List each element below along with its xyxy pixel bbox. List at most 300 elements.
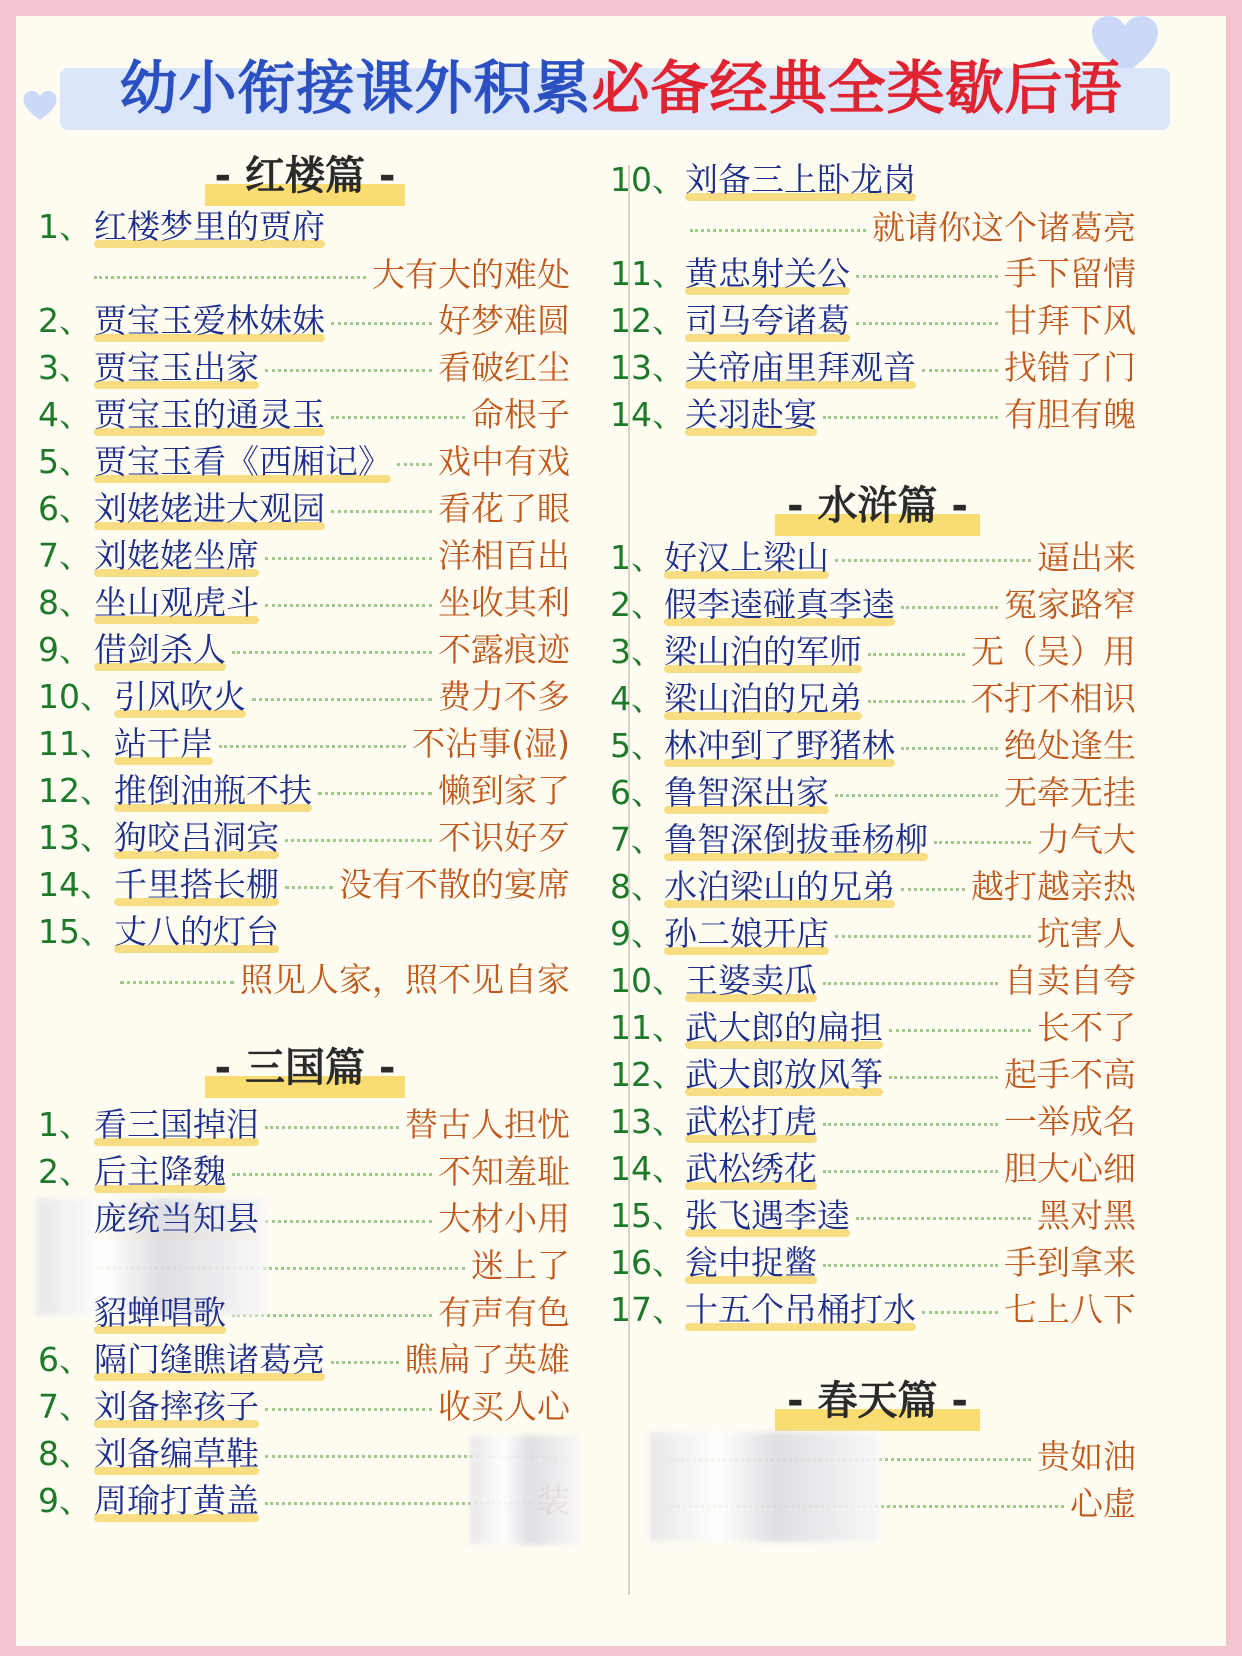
saying-first-part [94,1100,259,1150]
item-number-text: 8、 [610,867,664,906]
dotted-leader [823,982,998,985]
saying-answer [1037,533,1136,583]
saying-answer [1004,721,1136,771]
saying-first-part [94,1288,226,1338]
saying-first-part-text [664,580,895,630]
saying-first-part [94,1429,259,1479]
saying-question: 庞统当知县 [94,1199,259,1238]
saying-first-part [664,862,895,912]
saying-answer-text: 没有不散的宴席 [339,865,570,904]
item-number-text: 11、 [38,724,113,763]
dotted-leader [331,322,432,325]
saying-answer [1037,1191,1136,1241]
saying-answer [872,203,1136,253]
item-number-text: 11、 [610,1008,685,1047]
saying-answer-text: 找错了门 [1004,348,1136,387]
item-number-text: 14、 [610,395,685,434]
saying-answer-text: 黑对黑 [1037,1196,1136,1235]
item-number-text: 9、 [38,1481,92,1520]
saying-question: 丈八的灯台 [114,912,279,951]
item-number-text: 7、 [38,1387,92,1426]
section-heading-text: - 三国篇 - [214,1045,396,1091]
dotted-leader [823,1123,998,1126]
saying-first-part-text [664,862,895,912]
saying-first-part [114,672,246,722]
saying-first-part-text [685,1144,817,1194]
saying-first-part [685,1097,817,1147]
item-number-text: 6、 [38,489,92,528]
dotted-leader [901,606,998,609]
dotted-leader [265,369,432,372]
saying-first-part-text [664,909,829,959]
item-number-text: 7、 [38,536,92,575]
dotted-leader [252,698,432,701]
saying-first-part-text [94,437,391,487]
title-part-1: 幼小衔接课外积累 [119,54,592,122]
item-number-text: 12、 [610,1055,685,1094]
item-number-text: 2、 [38,301,92,340]
section-heading-text: - 水浒篇 - [786,483,969,529]
saying-question: 借剑杀人 [94,630,226,669]
saying-question: 黄忠射关公 [685,254,850,293]
saying-first-part [664,627,862,677]
dotted-leader [889,1029,1031,1032]
saying-answer [1004,956,1136,1006]
saying-first-part [94,296,325,346]
item-number-text: 10、 [38,677,113,716]
saying-first-part-text [664,674,862,724]
section-heading-text: - 红楼篇 - [214,153,396,199]
saying-answer [438,531,570,581]
saying-first-part [685,390,817,440]
saying-question: 林冲到了野猪林 [664,726,895,765]
saying-first-part-text [94,202,325,252]
saying-question: 鲁智深倒拔垂杨柳 [664,820,928,859]
saying-answer [438,1194,570,1244]
saying-first-part [685,1191,850,1241]
saying-first-part [664,815,928,865]
dotted-leader [318,792,432,795]
saying-answer-text: 无牵无挂 [1004,773,1136,812]
saying-first-part [94,1194,259,1244]
item-number-text: 5、 [38,442,92,481]
dotted-leader [856,275,998,278]
item-number-text: 12、 [38,771,113,810]
saying-question: 关羽赴宴 [685,395,817,434]
saying-first-part-text [114,907,279,957]
saying-first-part-text [664,721,895,771]
saying-answer-text: 有胆有魄 [1004,395,1136,434]
saying-question: 武松绣花 [685,1149,817,1188]
dotted-leader [120,981,234,984]
dotted-leader [823,1170,998,1173]
dotted-leader [823,1264,998,1267]
saying-answer-text: 看花了眼 [438,489,570,528]
dotted-leader [835,794,998,797]
item-number-text: 11、 [610,254,685,293]
saying-question: 坐山观虎斗 [94,583,259,622]
blurred-patch [470,1435,580,1545]
saying-first-part-text [114,813,279,863]
section-heading-text: - 春天篇 - [786,1378,969,1424]
saying-answer-text: 不沾事(湿) [412,724,570,763]
saying-answer [1004,1097,1136,1147]
saying-first-part-text [94,1335,325,1385]
dotted-leader [265,1126,399,1129]
saying-first-part [685,249,850,299]
saying-question: 水泊梁山的兄弟 [664,867,895,906]
saying-question: 王婆卖瓜 [685,961,817,1000]
dotted-leader [901,747,998,750]
saying-answer-text: 大材小用 [438,1199,570,1238]
saying-answer-text: 大有大的难处 [372,255,570,294]
saying-answer-text: 就请你这个诸葛亮 [872,208,1136,247]
saying-question: 贾宝玉爱林妹妹 [94,301,325,340]
item-number-text: 10、 [610,160,685,199]
saying-question: 刘备三上卧龙岗 [685,160,916,199]
saying-first-part [664,580,895,630]
saying-answer [1037,909,1136,959]
section-heading [775,1375,980,1435]
saying-question: 梁山泊的兄弟 [664,679,862,718]
saying-first-part-text [685,1238,817,1288]
saying-question: 鲁智深出家 [664,773,829,812]
saying-first-part [685,1003,883,1053]
saying-first-part-text [94,1429,259,1479]
item-number-text: 12、 [610,301,685,340]
saying-first-part [94,1382,259,1432]
saying-first-part-text [94,578,259,628]
saying-answer [412,719,570,769]
saying-answer [372,250,570,300]
saying-first-part [685,1144,817,1194]
item-number-text: 2、 [38,1152,92,1191]
saying-question: 推倒油瓶不扶 [114,771,312,810]
dotted-leader [285,886,333,889]
saying-answer-text: 洋相百出 [438,536,570,575]
item-number-text: 6、 [38,1340,92,1379]
saying-first-part [685,296,850,346]
saying-question: 刘备编草鞋 [94,1434,259,1473]
item-number-text: 14、 [38,865,113,904]
saying-first-part-text [685,1285,916,1335]
dotted-leader [265,604,432,607]
saying-answer [471,1241,570,1291]
saying-first-part-text [94,1100,259,1150]
section-heading [205,1042,405,1102]
item-number-text: 9、 [38,630,92,669]
saying-first-part-text [94,390,325,440]
saying-answer-text: 自卖自夸 [1004,961,1136,1000]
dotted-leader [889,1076,998,1079]
item-number-text: 13、 [38,818,113,857]
saying-first-part [685,956,817,1006]
saying-question: 贾宝玉出家 [94,348,259,387]
saying-question: 贾宝玉看《西厢记》 [94,442,391,481]
dotted-leader [232,651,432,654]
saying-first-part-text [94,1476,259,1526]
dotted-leader [265,1408,432,1411]
saying-first-part-text [114,860,279,910]
saying-first-part-text [664,768,829,818]
saying-answer [438,1147,570,1197]
saying-answer-text: 不识好歹 [438,818,570,857]
saying-answer-text: 不打不相识 [971,679,1136,718]
saying-first-part-text [685,1003,883,1053]
saying-question: 貂蝉唱歌 [94,1293,226,1332]
saying-first-part [114,813,279,863]
saying-answer [438,484,570,534]
saying-first-part-text [94,625,226,675]
saying-answer [438,1288,570,1338]
saying-answer [438,343,570,393]
dotted-leader [934,841,1031,844]
saying-answer [1070,1479,1136,1529]
item-number-text: 5、 [610,726,664,765]
saying-first-part [94,343,259,393]
item-number-text: 13、 [610,1102,685,1141]
saying-answer [438,578,570,628]
saying-first-part-text [94,1147,226,1197]
saying-answer-text: 贵如油 [1037,1437,1136,1476]
saying-question: 站干岸 [114,724,213,763]
saying-answer [971,862,1136,912]
saying-answer-text: 甘拜下风 [1004,301,1136,340]
dotted-leader [331,510,432,513]
saying-answer [1004,1050,1136,1100]
saying-answer-text: 一举成名 [1004,1102,1136,1141]
item-number-text: 15、 [610,1196,685,1235]
dotted-leader [835,559,1031,562]
saying-first-part [94,578,259,628]
saying-first-part-text [685,1050,883,1100]
section-heading [205,150,405,210]
saying-answer [339,860,570,910]
saying-first-part [94,531,259,581]
saying-answer-text: 命根子 [471,395,570,434]
saying-answer [1004,296,1136,346]
saying-first-part-text [94,531,259,581]
saying-question: 好汉上梁山 [664,538,829,577]
saying-answer [438,625,570,675]
saying-answer [405,1335,570,1385]
item-number-text: 1、 [38,207,92,246]
saying-question: 千里搭长棚 [114,865,279,904]
dotted-leader [901,888,965,891]
saying-answer-text: 七上八下 [1004,1290,1136,1329]
saying-question: 狗咬吕洞宾 [114,818,279,857]
dotted-leader [285,839,432,842]
saying-first-part [94,1335,325,1385]
saying-first-part [94,484,325,534]
saying-answer-text: 看破红尘 [438,348,570,387]
item-number-text: 3、 [38,348,92,387]
page-title [0,48,1242,128]
saying-first-part-text [94,1382,259,1432]
saying-first-part [94,202,325,252]
saying-first-part-text [685,249,850,299]
saying-answer-text: 起手不高 [1004,1055,1136,1094]
dotted-leader [690,229,866,232]
saying-first-part-text [685,155,916,205]
saying-first-part [94,437,391,487]
saying-answer [438,437,570,487]
saying-answer-text: 逼出来 [1037,538,1136,577]
saying-question: 关帝庙里拜观音 [685,348,916,387]
item-number-text: 8、 [38,583,92,622]
saying-first-part [94,1476,259,1526]
saying-question: 瓮中捉鳖 [685,1243,817,1282]
saying-first-part-text [664,533,829,583]
item-number-text: 3、 [610,632,664,671]
dotted-leader [265,1220,432,1223]
saying-question: 武大郎的扁担 [685,1008,883,1047]
item-number-text: 2、 [610,585,664,624]
saying-answer-text: 力气大 [1037,820,1136,859]
saying-question: 看三国掉泪 [94,1105,259,1144]
dotted-leader [835,935,1031,938]
saying-question: 武松打虎 [685,1102,817,1141]
saying-answer-text: 不露痕迹 [438,630,570,669]
saying-question: 引风吹火 [114,677,246,716]
saying-first-part [114,860,279,910]
item-number-text: 1、 [38,1105,92,1144]
dotted-leader [219,745,406,748]
saying-answer-text: 照见人家，照不见自家 [240,960,570,999]
saying-question: 后主降魏 [94,1152,226,1191]
saying-question: 假李逵碰真李逵 [664,585,895,624]
title-part-2: 必备经典全类歇后语 [591,54,1123,122]
item-number-text: 9、 [610,914,664,953]
saying-first-part-text [94,343,259,393]
item-number-text: 4、 [38,395,92,434]
dotted-leader [331,416,465,419]
item-number-text: 13、 [610,348,685,387]
saying-answer [438,296,570,346]
dotted-leader [331,1361,399,1364]
saying-answer-text: 无（吴）用 [971,632,1136,671]
saying-answer [1037,1432,1136,1482]
saying-answer-text: 绝处逢生 [1004,726,1136,765]
saying-first-part-text [664,815,928,865]
saying-answer-text: 好梦难圆 [438,301,570,340]
saying-first-part [664,721,895,771]
saying-answer-text: 懒到家了 [438,771,570,810]
saying-answer [438,766,570,816]
saying-answer-text: 收买人心 [438,1387,570,1426]
saying-question: 刘备摔孩子 [94,1387,259,1426]
item-number-text: 17、 [610,1290,685,1329]
saying-answer [1004,343,1136,393]
saying-answer [971,674,1136,724]
dotted-leader [922,369,998,372]
saying-question: 张飞遇李逵 [685,1196,850,1235]
saying-answer-text: 坑害人 [1037,914,1136,953]
saying-answer [1037,1003,1136,1053]
saying-first-part [94,1147,226,1197]
saying-answer [1004,768,1136,818]
saying-first-part [664,768,829,818]
saying-answer [405,1100,570,1150]
saying-answer-text: 费力不多 [438,677,570,716]
saying-question: 十五个吊桶打水 [685,1290,916,1329]
saying-answer [1004,580,1136,630]
saying-answer-text: 手到拿来 [1004,1243,1136,1282]
saying-first-part-text [114,672,246,722]
dotted-leader [397,463,432,466]
saying-first-part [114,766,312,816]
saying-answer [438,813,570,863]
saying-first-part [685,343,916,393]
saying-answer [1004,1144,1136,1194]
item-number-text: 14、 [610,1149,685,1188]
saying-question: 武大郎放风筝 [685,1055,883,1094]
item-number-text: 4、 [610,679,664,718]
saying-question: 梁山泊的军师 [664,632,862,671]
saying-question: 隔门缝瞧诸葛亮 [94,1340,325,1379]
saying-answer-text: 坐收其利 [438,583,570,622]
saying-first-part-text [114,719,213,769]
saying-first-part-text [94,296,325,346]
saying-first-part [94,625,226,675]
saying-first-part [664,674,862,724]
saying-answer [240,955,570,1005]
saying-answer-text: 心虚 [1070,1484,1136,1523]
saying-first-part-text [114,766,312,816]
saying-answer-text: 迷上了 [471,1246,570,1285]
item-number-text: 8、 [38,1434,92,1473]
saying-first-part-text [685,1097,817,1147]
saying-answer-text: 有声有色 [438,1293,570,1332]
saying-first-part-text [685,956,817,1006]
saying-answer-text: 手下留情 [1004,254,1136,293]
saying-answer-text: 胆大心细 [1004,1149,1136,1188]
saying-first-part-text [685,1191,850,1241]
saying-first-part [685,1050,883,1100]
item-number-text: 1、 [610,538,664,577]
saying-answer-text: 不知羞耻 [438,1152,570,1191]
saying-answer-text: 越打越亲热 [971,867,1136,906]
saying-first-part [114,907,279,957]
saying-first-part [664,909,829,959]
saying-question: 贾宝玉的通灵玉 [94,395,325,434]
saying-first-part [685,155,916,205]
saying-answer-text: 冤家路窄 [1004,585,1136,624]
dotted-leader [922,1311,998,1314]
saying-first-part [94,390,325,440]
saying-answer [1004,1285,1136,1335]
saying-answer-text: 替古人担忧 [405,1105,570,1144]
dotted-leader [856,1217,1031,1220]
item-number-text: 16、 [610,1243,685,1282]
saying-first-part-text [685,343,916,393]
saying-answer-text: 戏中有戏 [438,442,570,481]
saying-question: 司马夸诸葛 [685,301,850,340]
dotted-leader [868,700,965,703]
blurred-patch [650,1432,880,1542]
dotted-leader [856,322,998,325]
dotted-leader [265,557,432,560]
saying-first-part [685,1285,916,1335]
item-number-text: 10、 [610,961,685,1000]
dotted-leader [94,276,366,279]
saying-first-part [114,719,213,769]
saying-first-part-text [94,1194,259,1244]
saying-answer [1037,815,1136,865]
saying-first-part-text [685,390,817,440]
saying-answer-text: 瞧扁了英雄 [405,1340,570,1379]
section-heading [775,480,980,540]
